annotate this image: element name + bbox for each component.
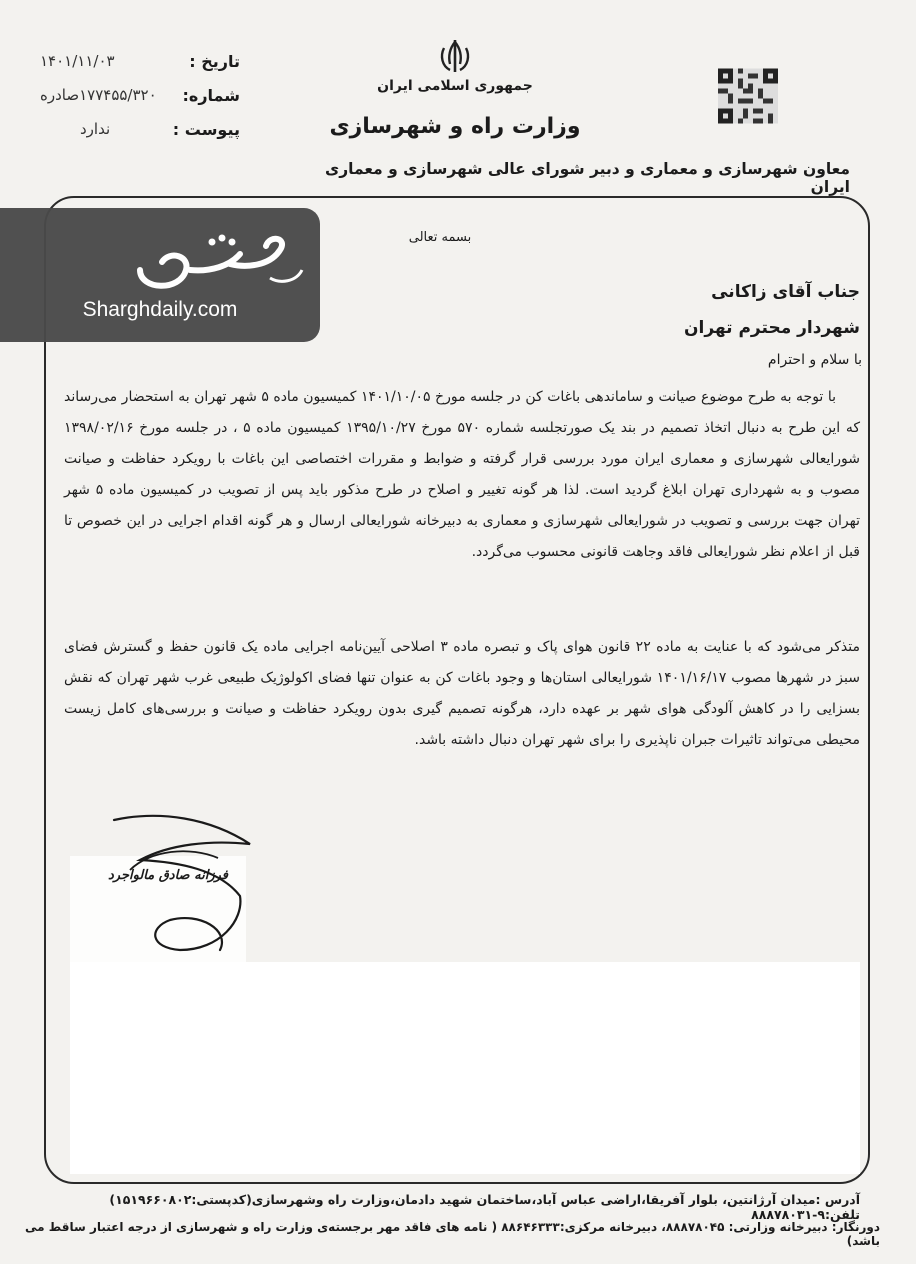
date-label: تاریخ : — [189, 52, 240, 71]
body-paragraph-2: متذکر می‌شود که با عنایت به ماده ۲۲ قانون هوای پاک و تبصره ماده ۳ اصلاحی آیین‌نامه اجرایی ماده یک قانون حفظ و گسترش فضای سبز در شهرها مصوب ۱۴۰۱/۱۶/۱۷ شورایعالی استان‌ها و وجود باغات کن به عنوان تنها فضای اکولوژیک طبیعی غرب شهر تهران که نقش بسزایی را در کاهش آلودگی هوای شهر بر عهده دارد، هرگونه تصمیم گیری بدون رویکرد حفاظت و صیانت و بررسی‌های کامل زیست محیطی می‌تواند تاثیرات جبران ناپذیری را برای شهر تهران دنبال داشته باشد. — [64, 639, 860, 748]
number-label: شماره: — [182, 86, 240, 105]
addressee-title: شهردار محترم تهران — [684, 318, 860, 338]
footer-address: آدرس :میدان آرژانتین، بلوار آفریقا،اراضی عباس آباد،ساختمان شهید دادمان،وزارت راه وشهرسازی(کدپستی:۱۵۱۹۶۶۰۸۰۲) تلفن:۹-۸۸۸۷۸۰۳۱ — [109, 1192, 860, 1222]
attachment-row — [40, 120, 240, 146]
date-row — [40, 52, 240, 78]
deputy-title: معاون شهرسازی و معماری و دبیر شورای عالی شهرسازی و معماری ایران — [325, 160, 850, 196]
shargh-logo-icon — [120, 220, 310, 300]
body-paragraph-1: با توجه به طرح موضوع صیانت و ساماندهی باغات کن در جلسه مورخ ۱۴۰۱/۱۰/۰۵ کمیسیون ماده ۵ شهر تهران به استحضار می‌رساند که این طرح به دنبال اتخاذ تصمیم در بند یک صورتجلسه شماره ۵۷۰ مورخ ۱۳۹۵/۱۰/۲۷ کمیسیون ماده ۵ ، در جلسه مورخ ۱۳۹۸/۰۲/۱۶ شورایعالی شهرسازی و معماری ایران مورد بررسی قرار گرفته و ضوابط و مقررات اختصاصی این باغات با رویکرد حفاظت و صیانت مصوب و به شهرداری تهران ابلاغ گردید است. لذا هر گونه تغییر و اصلاح در طرح مذکور باید پس از تصویب در کمیسیون ماده ۵ شهر تهران جهت بررسی و تصویب در شورایعالی شهرسازی و معماری به دبیرخانه شورایعالی ارسال و هر گونه اقدام اجرایی در این خصوص تا قبل از اعلام نظر شورایعالی فاقد وجاهت قانونی محسوب می‌گردد. — [64, 389, 860, 560]
blank-area — [70, 962, 860, 1174]
number-row — [40, 86, 240, 112]
number-value: ۱۷۷۴۵۵/۳۲۰صادره — [40, 86, 157, 104]
signer-name: فرزانه صادق مالواجرد — [107, 868, 228, 883]
ministry-title: وزارت راه و شهرسازی — [329, 114, 581, 139]
qr-code-icon — [718, 68, 778, 124]
watermark-site: Sharghdaily.com — [82, 298, 238, 321]
addressee-name: جناب آقای زاکانی — [711, 282, 860, 302]
greeting: با سلام و احترام — [767, 352, 862, 368]
date-value: ۱۴۰۱/۱۱/۰۳ — [40, 52, 115, 70]
footer-fax: دورنگار: دبیرخانه وزارتی: ۸۸۸۷۸۰۴۵، دبیرخانه مرکزی:۸۸۶۴۶۳۳۳ ( نامه های فاقد مهر برجسته‌ی وزارت راه و شهرسازی از درجه اعتبار ساقط می باشد) — [25, 1220, 880, 1248]
attachment-value: ندارد — [80, 120, 111, 138]
republic-title: جمهوری اسلامی ایران — [377, 78, 533, 94]
bismillah: بسمه تعالی — [408, 230, 472, 245]
iran-emblem-icon — [436, 38, 474, 76]
shargh-watermark — [0, 208, 320, 342]
attachment-label: پیوست : — [172, 120, 240, 139]
